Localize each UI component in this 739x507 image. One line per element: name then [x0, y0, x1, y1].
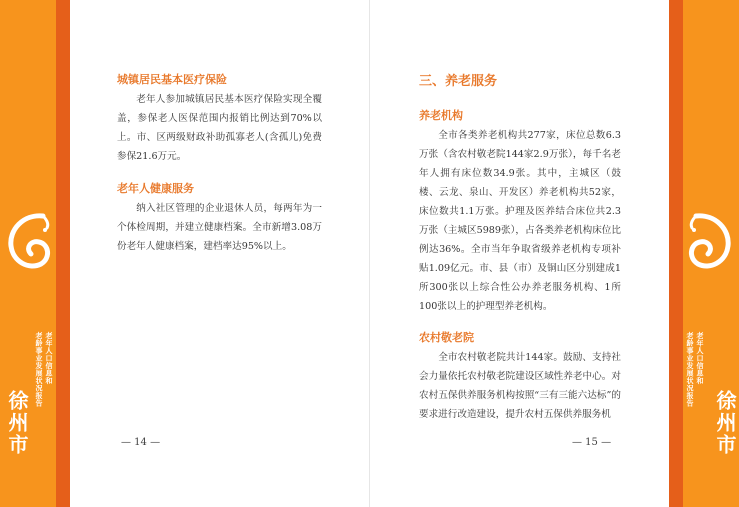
band-subtitle-line1: 老年人口信息和 — [45, 332, 53, 385]
band-subtitle-line1: 老年人口信息和 — [696, 332, 704, 385]
section-paragraph: 全市各类养老机构共277家，床位总数6.3万张（含农村敬老院144家2.9万张），每千名老年人拥有床位数34.9张。其中，主城区（鼓楼、云龙、泉山、开发区）养老机构共52家，床位数共1.1万张。护理及医养结合床位共2.3万张（主城区5989张），占各类养老机构床位比例达36%。全市当年争取省级养老机构专项补贴1.09亿元。市、县（市）及铜山区分别建成1所300张以上综合性公办养老服务机构、1所100张以上的护理型养老机构。 — [419, 130, 621, 312]
band-city-name: 徐州市 — [5, 390, 29, 456]
band-city-name: 徐州市 — [713, 390, 737, 456]
left-page-content — [117, 72, 322, 256]
dragon-swirl-logo-icon — [3, 208, 53, 278]
right-side-band — [669, 0, 739, 507]
chapter-title: 三、养老服务 — [419, 74, 498, 89]
right-band-dark-strip — [669, 0, 683, 507]
section-heading: 城镇居民基本医疗保险 — [117, 73, 227, 86]
band-subtitle-line2: 老龄事业发展状况报告 — [35, 332, 43, 407]
dragon-swirl-logo-icon — [686, 208, 736, 278]
section-heading: 养老机构 — [419, 109, 463, 122]
section-paragraph: 纳入社区管理的企业退休人员，每两年为一个体检周期，并建立健康档案。全市新增3.08万份老年人健康档案，建档率达95%以上。 — [117, 203, 322, 252]
band-subtitle-line2: 老龄事业发展状况报告 — [686, 332, 694, 407]
gutter-divider — [369, 0, 370, 507]
page-number-right: — 15 — — [572, 437, 612, 448]
section-heading: 老年人健康服务 — [117, 182, 194, 195]
page-number-left: — 14 — — [121, 437, 161, 448]
left-side-band — [0, 0, 70, 507]
section-paragraph: 老年人参加城镇居民基本医疗保险实现全覆盖，参保老人医保范围内报销比例达到70%以上。市、区两级财政补助孤寡老人(含孤儿)免费参保21.6万元。 — [117, 94, 322, 162]
section-paragraph: 全市农村敬老院共计144家。鼓励、支持社会力量依托农村敬老院建设区域性养老中心。对农村五保供养服务机构按照“三有三能六达标”的要求进行改造建设，提升农村五保供养服务机 — [419, 352, 621, 420]
section-heading: 农村敬老院 — [419, 331, 474, 344]
left-band-dark-strip — [56, 0, 70, 507]
right-page-content — [419, 72, 621, 424]
